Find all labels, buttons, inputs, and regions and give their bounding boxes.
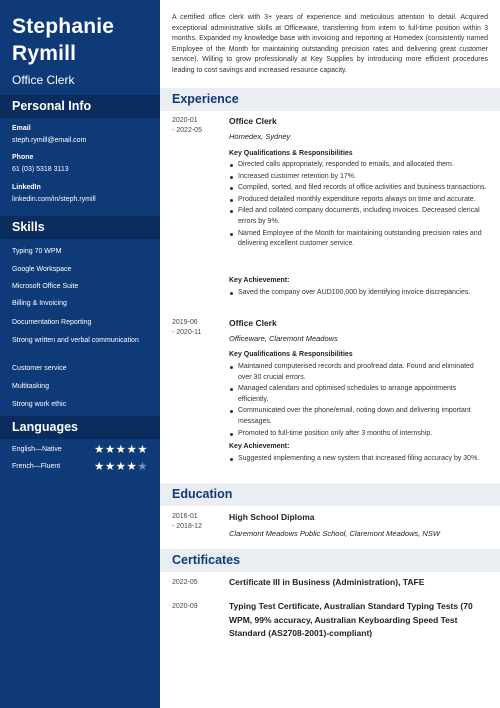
rating-stars: [94, 459, 148, 473]
certificate-date: 2022-05: [172, 579, 198, 586]
skills-heading: Skills: [0, 216, 160, 239]
job-org: Officeware, Claremont Meadows: [229, 334, 338, 343]
star-filled-icon: ★: [126, 444, 138, 456]
personal-info-heading: Personal Info: [0, 95, 160, 118]
star-filled-icon: ★: [94, 444, 105, 456]
list-item: Managed calendars and optimised schedules to arrange appointments efficiently.: [229, 384, 487, 405]
certificate-title: Typing Test Certificate, Australian Standard Typing Tests (70 WPM, 99% accuracy, Australian Keyboarding Speed Test Standard (AS2708-2001)-compliant): [229, 601, 473, 638]
certificate-date: 2020-09: [172, 603, 198, 610]
list-item: Maintained computerised records and proofread data. Found and eliminated over 30 crucial errors.: [229, 362, 487, 383]
skill-item: Billing & Invoicing: [12, 300, 67, 307]
last-name: Rymill: [12, 42, 77, 65]
star-filled-icon: ★: [115, 444, 127, 456]
linkedin-label: LinkedIn: [12, 184, 41, 191]
list-item: Directed calls appropriately, responded to emails, and allocated them.: [229, 160, 487, 171]
skill-item: Strong work ethic: [12, 401, 67, 408]
skill-item: Strong written and verbal communication: [12, 337, 139, 344]
job-date: [172, 318, 201, 338]
job-title: Office Clerk: [229, 116, 277, 126]
list-item: Saved the company over AUD100,000 by identifying invoice discrepancies.: [229, 288, 487, 299]
certificates-heading: Certificates: [160, 549, 500, 572]
profile-summary: A certified office clerk with 3+ years of experience and meticulous attention to detail. Acquired exceptional administrative skills at Officeware, transferring from intern to full-time position within 3 months. Expanded my knowledge base with invoicing and reporting at Homedex (consistently named Employee of the Month for maintaining outstanding precision rates and delivering great customer service). Willing to grow professionally at Key Supplies by introducing more efficient procedures leading to cost savings and increased resource capacity.: [172, 14, 488, 74]
star-filled-icon: ★: [137, 444, 149, 456]
list-item: Promoted to full-time position only after 3 months of internship.: [229, 429, 487, 440]
first-name: Stephanie: [12, 15, 115, 38]
linkedin-value[interactable]: linkedin.com/in/steph.rymill: [12, 196, 96, 203]
list-item: Communicated over the phone/email, noting down and delivering important messages.: [229, 406, 487, 427]
education-date: [172, 512, 202, 532]
education-title: High School Diploma: [229, 512, 315, 522]
skill-item: Documentation Reporting: [12, 319, 92, 326]
star-filled-icon: ★: [126, 461, 138, 473]
phone-value[interactable]: 61 (03) 5318 3113: [12, 166, 69, 173]
job-role: Office Clerk: [12, 73, 75, 87]
date-start: 2020-01: [172, 117, 198, 124]
experience-heading: Experience: [160, 88, 500, 111]
language-name: English—Native: [12, 446, 62, 453]
phone-label: Phone: [12, 154, 34, 161]
job-date: [172, 116, 202, 136]
star-filled-icon: ★: [94, 461, 105, 473]
job-org: Homedex, Sydney: [229, 132, 291, 141]
achievement-label: Key Achievement:: [229, 443, 290, 450]
list-item: Filed and collated company documents, including invoices. Decreased clerical errors by 9%.: [229, 206, 487, 227]
star-filled-icon: ★: [104, 461, 116, 473]
education-org: Claremont Meadows Public School, Claremont Meadows, NSW: [229, 529, 440, 538]
rating-stars: [94, 442, 148, 456]
list-item: Named Employee of the Month for maintaining outstanding precision rates and delivering excellent customer service.: [229, 229, 487, 250]
list-item: Suggested implementing a new system that increased filing accuracy by 30%.: [229, 454, 487, 465]
achievements-list: [229, 288, 487, 300]
star-filled-icon: ★: [115, 461, 127, 473]
list-item: Increased customer retention by 17%.: [229, 172, 487, 183]
sidebar: [0, 0, 160, 708]
list-item: Compiled, sorted, and filed records of office activities and business transactions.: [229, 183, 487, 194]
education-heading: Education: [160, 483, 500, 506]
certificate-title: Certificate III in Business (Administration), TAFE: [229, 577, 425, 587]
qualifications-label: Key Qualifications & Responsibilities: [229, 351, 353, 358]
skill-item: Multitasking: [12, 383, 49, 390]
achievements-list: [229, 454, 487, 466]
job-title: Office Clerk: [229, 318, 277, 328]
language-name: French—Fluent: [12, 463, 61, 470]
skill-item: Microsoft Office Suite: [12, 283, 79, 290]
achievement-label: Key Achievement:: [229, 277, 290, 284]
responsibilities-list: [229, 160, 487, 251]
language-row: [12, 445, 152, 457]
responsibilities-list: [229, 362, 487, 440]
skill-item: Customer service: [12, 365, 67, 372]
skill-item: Typing 70 WPM: [12, 248, 62, 255]
languages-heading: Languages: [0, 416, 160, 439]
star-empty-icon: ★: [137, 461, 149, 473]
email-value[interactable]: steph.rymill@email.com: [12, 137, 87, 144]
skill-item: Google Workspace: [12, 266, 72, 273]
date-end: - 2022-05: [172, 127, 202, 134]
email-label: Email: [12, 125, 31, 132]
star-filled-icon: ★: [104, 444, 116, 456]
date-end: - 2020-11: [172, 329, 202, 336]
candidate-name: [12, 13, 114, 67]
language-row: [12, 462, 152, 474]
qualifications-label: Key Qualifications & Responsibilities: [229, 150, 353, 157]
list-item: Produced detailed monthly expenditure reports always on time and accurate.: [229, 195, 487, 206]
date-start: 2019-06: [172, 319, 198, 326]
date-start: 2016-01: [172, 513, 198, 520]
date-end: - 2018-12: [172, 523, 202, 530]
